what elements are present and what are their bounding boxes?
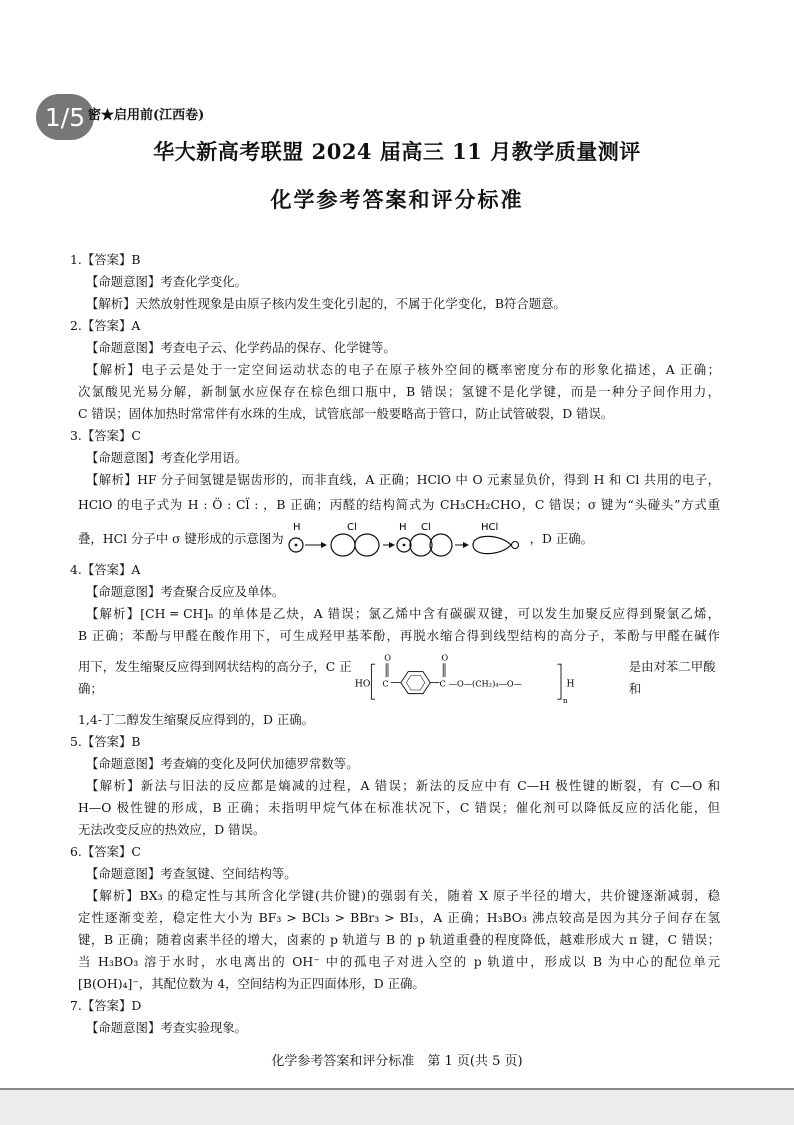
page-counter-badge[interactable]: 1/5 <box>36 94 94 140</box>
analysis-line: H—O 极性键的形成，B 正确；未指明甲烷气体在标准状况下，C 错误；催化剂可以降低反应的活化能，但 <box>78 800 720 815</box>
answer-line: 5.【答案】B <box>70 734 141 749</box>
analysis-text: 用下，发生缩聚反应得到网状结构的高分子，C 正确； <box>78 659 352 696</box>
analysis-line: 无法改变反应的热效应，D 错误。 <box>78 822 266 837</box>
answer-line: 6.【答案】C <box>70 844 141 859</box>
small-lobe <box>511 542 518 549</box>
analysis-line: 次氯酸见光易分解，新制氯水应保存在棕色细口瓶中，B 错误；氢键不是化学键，而是一种分子间作用力， <box>78 384 720 399</box>
answer-line: 2.【答案】A <box>70 318 141 333</box>
analysis-text: ，D 正确。 <box>529 531 594 546</box>
analysis-text: 叠，HCl 分子中 σ 键形成的示意图为 <box>78 531 284 546</box>
orbital-label: Cl <box>346 522 357 533</box>
sigma-bond-diagram <box>287 520 527 558</box>
confidential-label: 密★启用前(江西卷) <box>88 108 205 123</box>
analysis-line: 【解析】新法与旧法的反应都是熵减的过程，A 错误；新法的反应中有 C—H 极性键的断裂，有 C—O 和 <box>86 778 720 793</box>
h-nucleus <box>402 544 405 547</box>
answer-line: 7.【答案】D <box>70 998 142 1013</box>
analysis-line: 当 H₃BO₃ 溶于水时，水电离出的 OH⁻ 中的孤电子对进入空的 p 轨道中，形成以 B 为中心的配位单元 <box>78 954 720 969</box>
polymer-end-group: H <box>566 678 575 690</box>
analysis-line: 1,4-丁二醇发生缩聚反应得到的，D 正确。 <box>78 712 315 727</box>
answer-line: 4.【答案】A <box>70 562 141 577</box>
carbon-atom: C <box>382 678 389 689</box>
viewer-bottom-bar <box>0 1088 794 1125</box>
analysis-line: 【解析】天然放射性现象是由原子核内发生变化引起的，不属于化学变化，B符合题意。 <box>86 296 566 311</box>
orbital-label: Cl <box>420 522 431 533</box>
cl-p-lobe <box>410 534 432 556</box>
analysis-line: [B(OH)₄]⁻，其配位数为 4，空间结构为正四面体形，D 正确。 <box>78 976 425 991</box>
intent-line: 【命题意图】考查聚合反应及单体。 <box>86 584 285 599</box>
orbital-label: H <box>292 522 301 533</box>
analysis-line: 【解析】HF 分子间氢键是锯齿形的，而非直线，A 正确；HClO 中 O 元素显负价，得到 H 和 Cl 共用的电子， <box>86 472 720 487</box>
sigma-bond-orbital <box>473 536 511 553</box>
repeat-count: n <box>562 695 568 705</box>
answer-content <box>70 249 720 1039</box>
orbital-label: HCl <box>480 522 498 533</box>
arrow-head <box>321 542 327 548</box>
analysis-text: 是由对苯二甲酸和 <box>628 659 716 696</box>
right-bracket <box>557 664 561 699</box>
h-nucleus <box>294 544 297 547</box>
left-bracket <box>371 664 375 699</box>
intent-line: 【命题意图】考查氢键、空间结构等。 <box>86 866 297 881</box>
analysis-line: 【解析】BX₃ 的稳定性与其所含化学键(共价键)的强弱有关，随着 X 原子半径的增大，共价键逐渐减弱，稳 <box>86 888 720 903</box>
answer-line: 3.【答案】C <box>70 428 141 443</box>
analysis-line: HClO 的电子式为 H : Ö : Cl̈ : ，B 正确；丙醛的结构简式为 CH₃CH₂CHO，C 错误；σ 键为“头碰头”方式重 <box>78 497 720 512</box>
intent-line: 【命题意图】考查化学变化。 <box>86 274 248 289</box>
intent-line: 【命题意图】考查实验现象。 <box>86 1020 248 1035</box>
analysis-line: 定性逐渐变差，稳定性大小为 BF₃ > BCl₃ > BBr₃ > BI₃，A 正确；H₃BO₃ 沸点较高是因为其分子间存在氢 <box>78 910 720 925</box>
chain-segment: —O—(CH₂)₄—O— <box>448 678 522 689</box>
carbon-atom: C <box>439 678 446 689</box>
cl-p-lobe <box>430 534 452 556</box>
arrow-head <box>463 542 469 548</box>
intent-line: 【命题意图】考查化学用语。 <box>86 450 248 465</box>
benzene-ring <box>401 672 430 694</box>
document-subtitle: 化学参考答案和评分标准 <box>270 187 524 212</box>
analysis-line: 【解析】[CH ═ CH]ₙ 的单体是乙炔，A 错误；氯乙烯中含有碳碳双键，可以发生加聚反应得到聚氯乙烯， <box>86 606 720 621</box>
cl-p-lobe <box>331 534 355 556</box>
polymer-structure <box>353 649 629 707</box>
orbital-label: H <box>398 522 407 533</box>
polymer-line <box>78 647 720 709</box>
arrow-head <box>389 542 395 548</box>
polymer-end-group: HO <box>354 678 371 690</box>
carbonyl-oxygen: O <box>383 652 391 663</box>
analysis-line: 键，B 正确；随着卤素半径的增大，卤素的 p 轨道与 B 的 p 轨道重叠的程度降低，越难形成大 π 键，C 错误； <box>78 932 720 947</box>
intent-line: 【命题意图】考查电子云、化学药品的保存、化学键等。 <box>86 340 396 355</box>
answer-line: 1.【答案】B <box>70 252 141 267</box>
analysis-line: C 错误；固体加热时常常伴有水珠的生成，试管底部一般要略高于管口，防止试管破裂，D 错误。 <box>78 406 614 421</box>
carbonyl-oxygen: O <box>441 652 448 663</box>
benzene-inner <box>406 675 424 690</box>
page-footer: 化学参考答案和评分标准 第 1 页(共 5 页) <box>271 1054 523 1069</box>
cl-p-lobe <box>355 534 379 556</box>
intent-line: 【命题意图】考查熵的变化及阿伏加德罗常数等。 <box>86 756 359 771</box>
document-title: 华大新高考联盟 2024 届高三 11 月教学质量测评 <box>153 139 641 164</box>
analysis-line: 【解析】电子云是处于一定空间运动状态的电子在原子核外空间的概率密度分布的形象化描述，A 正确； <box>86 362 720 377</box>
analysis-line: B 正确；苯酚与甲醛在酸作用下，可生成羟甲基苯酚，再脱水缩合得到线型结构的高分子，苯酚与甲醛在碱作 <box>78 628 720 643</box>
sigma-bond-line <box>78 519 720 559</box>
